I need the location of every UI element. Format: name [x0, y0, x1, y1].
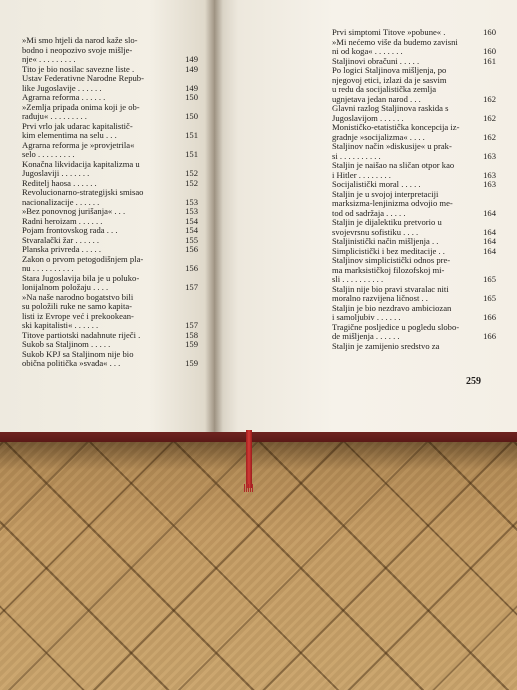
toc-entry-title: Konačna likvidacija kapitalizma u Jugoslaviji . . . . . . .	[22, 158, 140, 178]
toc-entry	[332, 123, 496, 142]
toc-entry-page: 155	[185, 234, 198, 245]
toc-entry-page: 156	[185, 263, 198, 273]
toc-entry-title: Titove partiotski nadahnute riječi .	[22, 329, 141, 340]
toc-entry-page: 157	[185, 320, 198, 330]
toc-entry-page: 156	[185, 244, 198, 254]
toc-entry-title: Socijalistički moral . . . . .	[332, 179, 421, 189]
toc-entry-page: 151	[185, 130, 198, 140]
toc-entry-title: Staljinistički način mišljenja . .	[332, 236, 439, 246]
toc-entry	[332, 161, 496, 180]
toc-entry-page: 150	[185, 111, 198, 121]
toc-entry-title: Po logici Staljinova mišljenja, po njegovoj etici, izlazi da je sasvim u redu da socijalistička zemlja ugnjetava jedan narod . . .	[332, 65, 447, 104]
toc-entry	[332, 256, 496, 285]
toc-entry-title: »Na naše narodno bogatstvo bili su položili ruke ne samo kapita- listi iz Evrope već i prekookean- ski kapitalisti« . . . . . .	[22, 291, 134, 330]
toc-entry-title: Agrarna reforma je »provjetrila« selo . . . . . . . . .	[22, 139, 135, 159]
toc-entry-page: 164	[483, 207, 496, 218]
toc-entry-title: Prvi simptomi Titove »pobune« .	[332, 27, 446, 37]
toc-entry-title: Sukob KPJ sa Staljinom nije bio obična politička »svađa« . . .	[22, 348, 134, 368]
toc-entry	[22, 188, 198, 207]
toc-entry	[332, 66, 496, 104]
left-page	[0, 0, 214, 432]
toc-entry	[332, 304, 496, 323]
toc-entry-title: Reditelj haosa . . . . . .	[22, 177, 97, 188]
toc-entry-page: 149	[185, 82, 198, 93]
toc-entry-page: 153	[185, 196, 198, 207]
toc-entry	[332, 142, 496, 161]
toc-entry-page: 162	[483, 112, 496, 123]
toc-entry-page: 164	[483, 236, 496, 246]
toc-entry-title: Revolucionarno-strategijski smisao nacionalizacije . . . . . .	[22, 187, 144, 207]
book-gutter	[205, 0, 223, 432]
toc-entry-page: 162	[483, 93, 496, 104]
toc-entry-page: 159	[185, 339, 198, 349]
toc-entry-title: Glavni razlog Staljinova raskida s Jugoslavijom . . . . . .	[332, 103, 449, 123]
toc-entry-title: Staljin je naišao na sličan otpor kao i Hitler . . . . . . . .	[332, 160, 455, 180]
toc-entry-title: Staljin nije bio pravi stvaralac niti moralno razvijena ličnost . .	[332, 283, 449, 303]
toc-entry-page: 153	[185, 206, 198, 216]
toc-entry-title: Pojam frontovskog rada . . .	[22, 225, 118, 235]
toc-entry-title: Simplicistički i bez meditacije . .	[332, 245, 445, 256]
parquet-floor	[0, 430, 517, 690]
toc-entry-title: Staljinov način »diskusije« u prak- si . . . . . . . . . .	[332, 141, 452, 161]
toc-entry-title: Staljin je bio nezdravo ambiciozan i samoljubiv . . . . . .	[332, 302, 452, 322]
toc-entry-title: »Bez ponovnog jurišanja« . . .	[22, 206, 126, 216]
toc-entry-title: Zakon o prvom petogodišnjem pla- nu . . . . . . . . . .	[22, 253, 144, 273]
toc-entry-title: Radni heroizam . . . . . .	[22, 215, 103, 226]
toc-entry-title: Tragične posljedice u pogledu slobo- de mišljenja . . . . . .	[332, 321, 460, 341]
toc-entry	[22, 274, 198, 293]
toc-entry-page: 163	[483, 169, 496, 180]
toc-entry-page: 164	[483, 226, 496, 237]
toc-entry-page: 166	[483, 331, 496, 341]
bookmark-ribbon	[246, 430, 252, 488]
toc-entry-page: 164	[483, 245, 496, 256]
toc-entry	[332, 190, 496, 219]
toc-entry-title: Prvi vrlo jak udarac kapitalistič- kim elementima na selu . . .	[22, 120, 133, 140]
toc-entry	[332, 38, 496, 57]
right-table-of-contents	[332, 28, 496, 351]
toc-entry-page: 157	[185, 282, 198, 292]
toc-entry-page: 152	[185, 168, 198, 178]
page-number: 259	[466, 376, 481, 387]
toc-entry-title: »Zemlja pripada onima koji je ob- rađuju« . . . . . . . . .	[22, 101, 140, 121]
toc-entry-page: 160	[483, 46, 496, 56]
toc-entry-page: 163	[483, 179, 496, 189]
toc-entry-title: Staljinovi obračuni . . . . .	[332, 55, 420, 66]
toc-entry-title: Monističko-etatistička koncepcija iz- gradnje »socijalizma« . . . .	[332, 122, 460, 142]
toc-entry-page: 165	[483, 293, 496, 303]
toc-entry-page: 163	[483, 150, 496, 161]
toc-entry-title: Stara Jugoslavija bila je u poluko- lonijalnom položaju . . . .	[22, 272, 140, 292]
toc-entry-title: Staljin je dijalektiku pretvorio u svojevrsnu sofistiku . . . .	[332, 217, 442, 237]
toc-entry	[22, 36, 198, 65]
left-table-of-contents	[22, 36, 198, 369]
toc-entry	[22, 74, 198, 93]
toc-entry-title: Stvaralački žar . . . . . .	[22, 234, 100, 245]
toc-entry	[22, 160, 198, 179]
toc-entry	[22, 103, 198, 122]
toc-entry	[22, 293, 198, 331]
toc-entry-page: 158	[185, 329, 198, 340]
toc-entry	[22, 255, 198, 274]
toc-entry	[332, 218, 496, 237]
toc-entry-title: »Mi smo htjeli da narod kaže slo- bodno i neopozivo svoje mišlje- nje« . . . . . . . . .	[22, 35, 138, 64]
toc-entry-page: 159	[185, 358, 198, 368]
toc-entry-page: 150	[185, 92, 198, 102]
toc-entry-title: Ustav Federativne Narodne Repub- like Jugoslavije . . . . . .	[22, 73, 144, 93]
toc-entry-page: 151	[185, 149, 198, 159]
toc-entry-page: 160	[483, 27, 496, 37]
toc-entry-title: Tito je bio nosilac savezne liste .	[22, 63, 135, 74]
toc-entry-title: Staljin je u svojoj interpretaciji marksizma-lenjinizma odvojio me- tod od sadržaja . . . . .	[332, 188, 453, 218]
toc-entry-page: 149	[185, 63, 198, 74]
toc-entry-title: Planska privreda . . . . .	[22, 244, 101, 254]
toc-entry	[22, 122, 198, 141]
toc-entry-page: 149	[185, 54, 198, 64]
toc-entry	[22, 350, 198, 369]
toc-entry-title: Staljinov simplicistički odnos pre- ma marksističkoj filozofskoj mi- sli . . . . . . . . . .	[332, 255, 451, 284]
toc-entry	[332, 342, 496, 352]
toc-entry	[22, 141, 198, 160]
toc-entry-page: 154	[185, 225, 198, 235]
toc-entry-page: 166	[483, 312, 496, 322]
toc-entry-page: 152	[185, 177, 198, 188]
toc-entry-page: 154	[185, 215, 198, 226]
toc-entry-page: 162	[483, 131, 496, 142]
toc-entry-title: Staljin je zamijenio sredstvo za	[332, 340, 440, 351]
toc-entry	[332, 104, 496, 123]
toc-entry-title: »Mi nećemo više da budemo zavisni ni od koga« . . . . . . .	[332, 36, 458, 56]
toc-entry-title: Sukob sa Staljinom . . . . .	[22, 339, 111, 349]
toc-entry	[332, 285, 496, 304]
toc-entry-page: 165	[483, 274, 496, 284]
toc-entry-title: Agrarna reforma . . . . . .	[22, 92, 106, 102]
toc-entry	[332, 323, 496, 342]
toc-entry-page: 161	[483, 55, 496, 66]
